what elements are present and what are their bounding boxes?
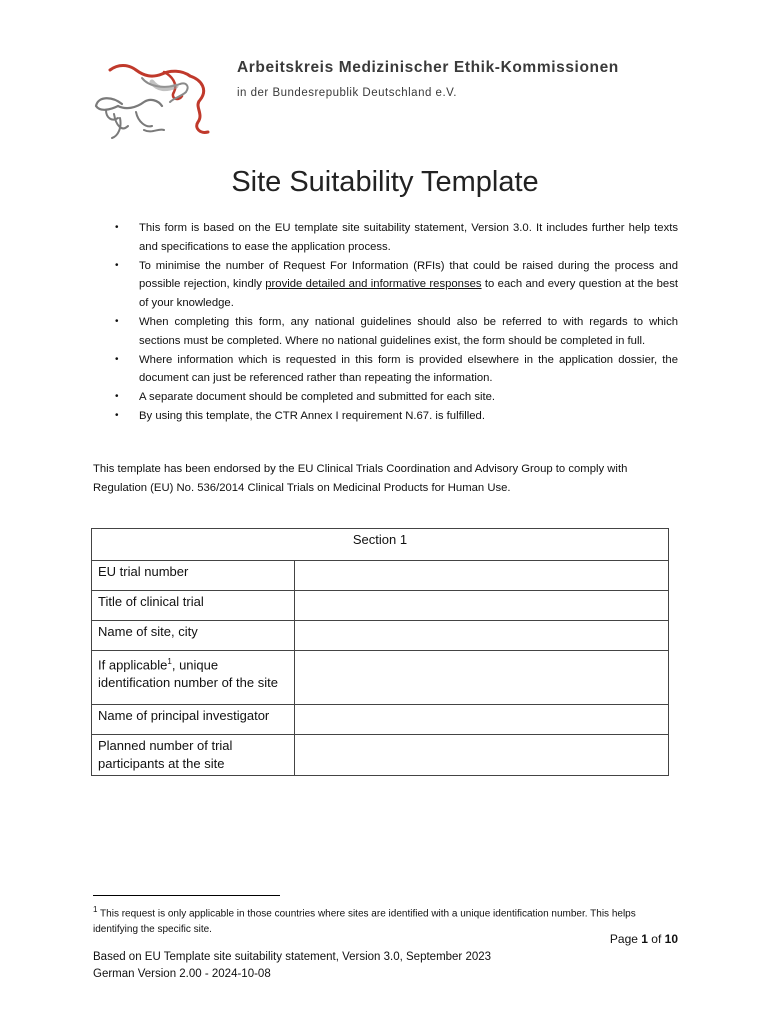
footnote-marker: 1	[93, 905, 98, 914]
list-item: • This form is based on the EU template site suitability statement, Version 3.0. It includes further help texts and specifications to ease the application process.	[112, 219, 678, 257]
total-pages: 10	[664, 932, 678, 946]
field-label-principal-investigator: Name of principal investigator	[92, 705, 295, 735]
list-item: • A separate document should be completed and submitted for each site.	[112, 388, 678, 407]
field-label-eu-trial-number: EU trial number	[92, 561, 295, 591]
organization-logo-icon	[92, 56, 222, 148]
section-1-table	[91, 528, 669, 776]
current-page: 1	[641, 932, 648, 946]
field-label-site-name-city: Name of site, city	[92, 621, 295, 651]
field-input-site-name-city[interactable]	[295, 621, 669, 651]
field-input-trial-title[interactable]	[295, 591, 669, 621]
field-input-principal-investigator[interactable]	[295, 705, 669, 735]
footnote: $^1$ This request is only applicable in those countries where sites are identified with a unique identification number. This helps identifying the specific site.	[93, 905, 636, 935]
document-footer	[93, 949, 491, 983]
bullet-icon: •	[115, 315, 119, 327]
field-input-eu-trial-number[interactable]	[295, 561, 669, 591]
bullet-icon: •	[115, 353, 119, 365]
footnote-divider	[93, 895, 280, 896]
list-item: • When completing this form, any national guidelines should also be referred to with regards to which sections must be completed. Where no national guidelines exist, the form should be completed in full.	[112, 313, 678, 351]
organization-subtitle: in der Bundesrepublik Deutschland e.V.	[237, 87, 457, 99]
list-item: • To minimise the number of Request For Information (RFIs) that could be raised during the process and possible rejection, kindly provide detailed and informative responses to each and every question at the best of your knowledge.	[112, 257, 678, 313]
bullet-icon: •	[115, 391, 119, 403]
endorsement-paragraph: This template has been endorsed by the EU Clinical Trials Coordination and Advisory Group to comply with Regulation (EU) No. 536/2014 Clinical Trials on Medicinal Products for Human Use.	[93, 463, 628, 494]
page-number: Page 1 of 10	[609, 932, 678, 946]
list-item: • By using this template, the CTR Annex I requirement N.67. is fulfilled.	[112, 407, 678, 426]
instructions-list	[112, 219, 678, 426]
field-label-trial-title: Title of clinical trial	[92, 591, 295, 621]
organization-name: Arbeitskreis Medizinischer Ethik-Kommissionen	[237, 59, 619, 76]
field-label-planned-participants: Planned number of trial participants at the site	[92, 735, 295, 776]
footnote-reference[interactable]: 1	[167, 657, 172, 666]
page-title: Site Suitability Template	[231, 166, 539, 198]
footer-source-line: Based on EU Template site suitability statement, Version 3.0, September 2023	[93, 951, 492, 963]
field-label-site-identification-number: If applicable$^1$, unique identification number of the site	[92, 651, 295, 705]
emphasized-text: provide detailed and informative responses	[265, 278, 482, 291]
footer-version-line: German Version 2.00 - 2024-10-08	[93, 968, 271, 980]
field-input-planned-participants[interactable]	[295, 735, 669, 776]
list-item: • Where information which is requested in this form is provided elsewhere in the application dossier, the document can just be referenced rather than repeating the information.	[112, 351, 678, 389]
field-input-site-identification-number[interactable]	[295, 651, 669, 705]
bullet-icon: •	[115, 222, 119, 233]
bullet-icon: •	[115, 409, 119, 421]
section-heading: Section 1	[92, 529, 669, 561]
bullet-icon: •	[115, 259, 119, 271]
